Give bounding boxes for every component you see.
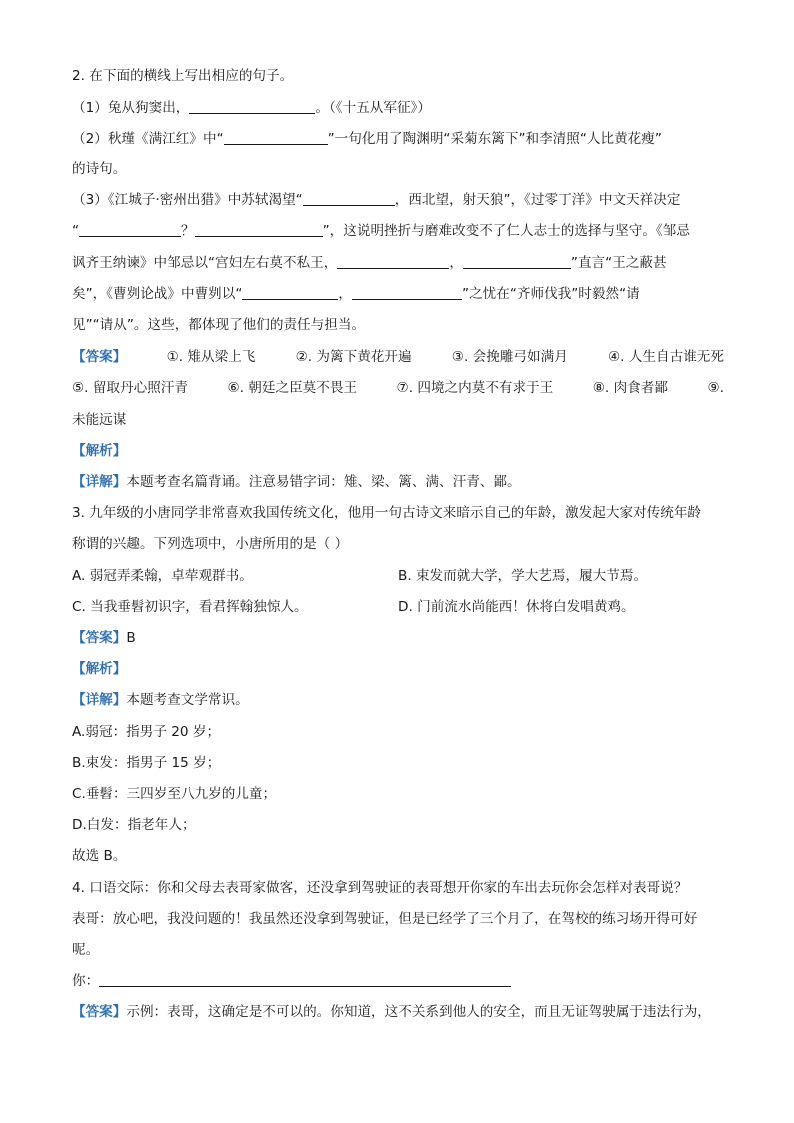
q3-explain-line: A.弱冠：指男子 20 岁； — [72, 724, 221, 740]
q3-analysis-tag: 【解析】 — [72, 661, 127, 677]
answer-item: ⑥. 朝廷之臣莫不畏王 — [227, 380, 358, 396]
q2-answer-row-2 — [72, 378, 724, 398]
q3-explain-line: D.白发：指老年人； — [72, 817, 196, 833]
q3-explain-line: B.束发：指男子 15 岁； — [72, 755, 221, 771]
answer-blank — [189, 99, 315, 114]
answer-item: ④. 人生自古谁无死 — [608, 349, 724, 365]
q2-analysis-tag: 【解析】 — [72, 443, 127, 459]
detail-tag: 【详解】 — [72, 474, 127, 490]
q2-sentence-3-line-1: （3）《江城子·密州出猎》中苏轼渴望“ ，西北望，射天狼”，《过零丁洋》中文天祥决定 — [72, 192, 681, 208]
answer-blank — [352, 285, 462, 300]
answer-blank — [242, 285, 338, 300]
q3-detail: 【详解】本题考查文学常识。 — [72, 692, 249, 708]
q2-answer-tail: 未能远谋 — [72, 412, 127, 428]
option-d: D. 门前流水尚能西！休将白发唱黄鸡。 — [398, 599, 635, 615]
q2-sentence-3-line-3: 讽齐王纳谏》中邹忌以“宫妇左右莫不私王， ， ”直言“王之蔽甚 — [72, 255, 667, 271]
option-c: C. 当我垂髫初识字，看君挥翰独惊人。 — [72, 599, 308, 615]
option-b: B. 束发而就大学，学大艺焉，履大节焉。 — [398, 568, 648, 584]
q2-sentence-3-line-4: 矣”，《曹刿论战》中曹刿以“ ， ”之忧在“齐师伐我”时毅然“请 — [72, 286, 640, 302]
answer-item: ⑨. — [707, 380, 724, 396]
answer-item: ③. 会挽雕弓如满月 — [451, 349, 568, 365]
answer-blank — [99, 972, 511, 987]
q4-answer: 【答案】示例：表哥，这确定是不可以的。你知道，这不关系到他人的安全，而且无证驾驶属于违法行为， — [72, 1004, 711, 1020]
answer-blank — [79, 222, 181, 237]
answer-tag: 【答案】 — [72, 349, 127, 365]
option-a: A. 弱冠弄柔翰，卓荦观群书。 — [72, 568, 253, 584]
q3-explain-line: C.垂髫：三四岁至八九岁的儿童； — [72, 786, 277, 802]
answer-item: ①. 雉从梁上飞 — [166, 349, 256, 365]
answer-item: ⑤. 留取丹心照汗青 — [72, 380, 188, 396]
q4-cousin-line-cont: 呢。 — [72, 942, 100, 958]
answer-item: ⑧. 肉食者鄙 — [592, 380, 668, 396]
q3-title: 3. 九年级的小唐同学非常喜欢我国传统文化，他用一句古诗文来暗示自己的年龄，激发起大家对传统年龄 — [72, 505, 702, 521]
answer-blank — [224, 130, 328, 145]
q4-you-line: 你： — [72, 971, 724, 991]
answer-tag: 【答案】 — [72, 630, 127, 646]
answer-blank — [195, 222, 323, 237]
q2-title: 2. 在下面的横线上写出相应的句子。 — [72, 68, 294, 84]
answer-tag: 【答案】 — [72, 1004, 127, 1020]
q2-sentence-2: （2）秋瑾《满江红》中“ ”一句化用了陶渊明“采菊东篱下”和李清照“人比黄花瘦” — [72, 131, 662, 147]
answer-item: ⑦. 四境之内莫不有求于王 — [396, 380, 554, 396]
q3-answer: 【答案】B — [72, 630, 136, 646]
q4-title: 4. 口语交际：你和父母去表哥家做客，还没拿到驾驶证的表哥想开你家的车出去玩你会怎样对表哥说？ — [72, 880, 688, 896]
q3-options-row-1 — [72, 566, 724, 586]
q2-sentence-2-cont: 的诗句。 — [72, 161, 127, 177]
q3-options-row-2 — [72, 597, 724, 617]
q2-answer-row-1 — [72, 347, 724, 367]
answer-blank — [463, 254, 571, 269]
q2-sentence-3-line-5: 见”“请从”。这些，都体现了他们的责任与担当。 — [72, 317, 366, 333]
q3-explain-line: 故选 B。 — [72, 848, 127, 864]
q2-sentence-1: （1）兔从狗窦出， 。（《十五从军征》） — [72, 100, 431, 116]
q4-cousin-line: 表哥：放心吧，我没问题的！我虽然还没拿到驾驶证，但是已经学了三个月了，在驾校的练习场开得可好 — [72, 911, 698, 927]
q2-sentence-3-line-2: “ ？ ”，这说明挫折与磨难改变不了仁人志士的选择与坚守。《邹忌 — [72, 223, 690, 239]
answer-blank — [303, 191, 395, 206]
detail-tag: 【详解】 — [72, 692, 127, 708]
answer-blank — [337, 254, 449, 269]
q2-detail: 【详解】本题考查名篇背诵。注意易错字词：雉、梁、篱、满、汗青、鄙。 — [72, 474, 521, 490]
q3-title-cont: 称谓的兴趣。下列选项中，小唐所用的是（ ） — [72, 536, 349, 552]
answer-item: ②. 为篱下黄花开遍 — [295, 349, 412, 365]
